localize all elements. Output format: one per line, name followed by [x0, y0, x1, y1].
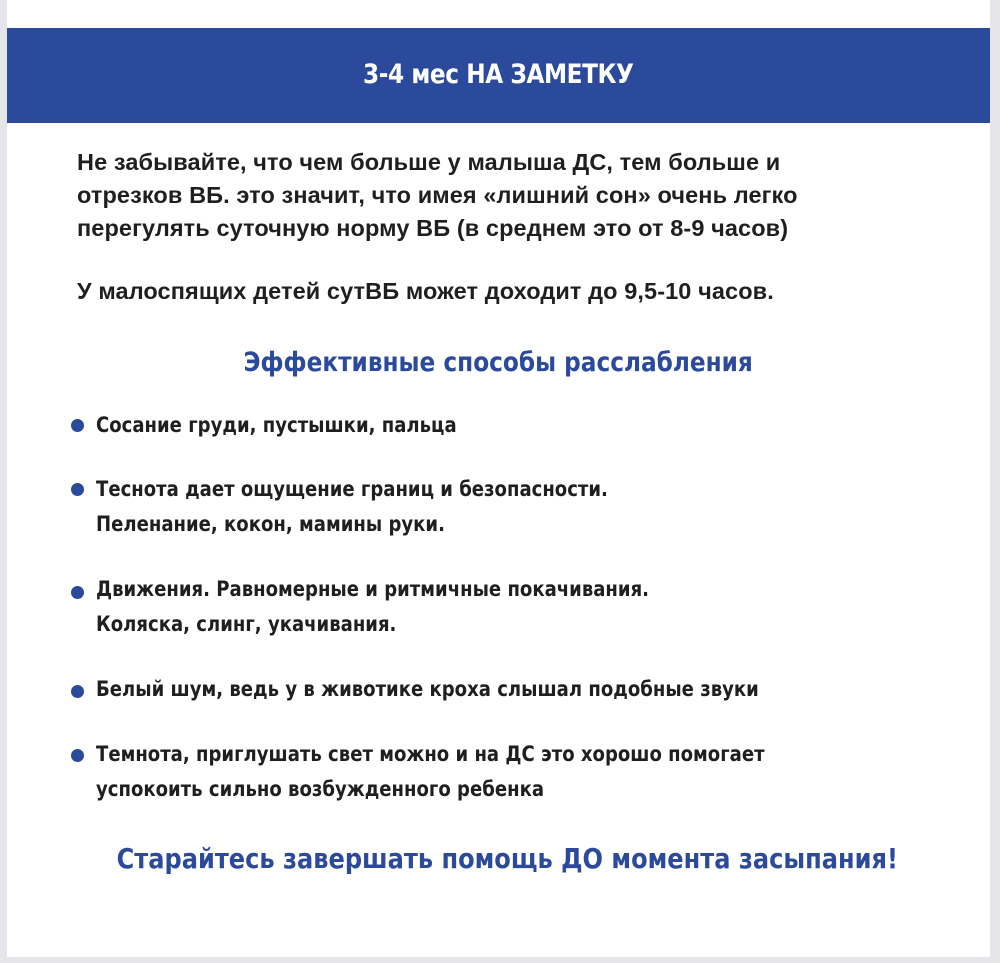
intro-paragraph-2: У малоспящих детей сутВБ может доходит до 9,5-10 часов. — [77, 278, 774, 304]
list-item-line: Белый шум, ведь у в животике кроха слышал подобные звуки — [96, 677, 759, 701]
page-title: 3-4 мес НА ЗАМЕТКУ — [363, 59, 634, 90]
section-heading-text: Эффективные способы расслабления — [243, 347, 754, 378]
list-item — [71, 572, 971, 642]
document-page — [7, 0, 990, 957]
list-item-line: Темнота, приглушать свет можно и на ДС это хорошо помогает — [96, 742, 765, 766]
intro-line: отрезков ВБ. это значит, что имея «лишний сон» очень легко — [77, 182, 798, 208]
intro-block — [77, 146, 957, 308]
list-item-line: Пеленание, кокон, мамины руки. — [96, 512, 445, 536]
intro-line: Не забывайте, что чем больше у малыша ДС, тем больше и — [77, 149, 781, 175]
bullet-dot-icon — [71, 749, 84, 762]
list-item — [71, 408, 971, 443]
bullet-dot-icon — [71, 419, 84, 432]
list-item-line: Коляска, слинг, укачивания. — [96, 612, 397, 636]
bullet-dot-icon — [71, 586, 84, 599]
closing-note — [7, 842, 1000, 875]
list-item — [71, 472, 971, 542]
list-item-line: Теснота дает ощущение границ и безопасности. — [96, 477, 608, 501]
list-item-line: Сосание груди, пустышки, пальца — [96, 413, 457, 437]
intro-line: перегулять суточную норму ВБ (в среднем это от 8-9 часов) — [77, 215, 789, 241]
intro-paragraph-1 — [77, 146, 957, 245]
closing-note-text: Старайтесь завершать помощь ДО момента засыпания! — [116, 842, 898, 875]
bullet-dot-icon — [71, 685, 84, 698]
list-item — [71, 737, 971, 807]
section-heading — [7, 347, 990, 378]
list-item — [71, 672, 971, 707]
bullet-dot-icon — [71, 483, 84, 496]
header-banner — [7, 28, 990, 123]
list-item-line: Движения. Равномерные и ритмичные покачивания. — [96, 577, 650, 601]
relaxation-list — [71, 408, 971, 807]
list-item-line: успокоить сильно возбужденного ребенка — [96, 777, 545, 801]
